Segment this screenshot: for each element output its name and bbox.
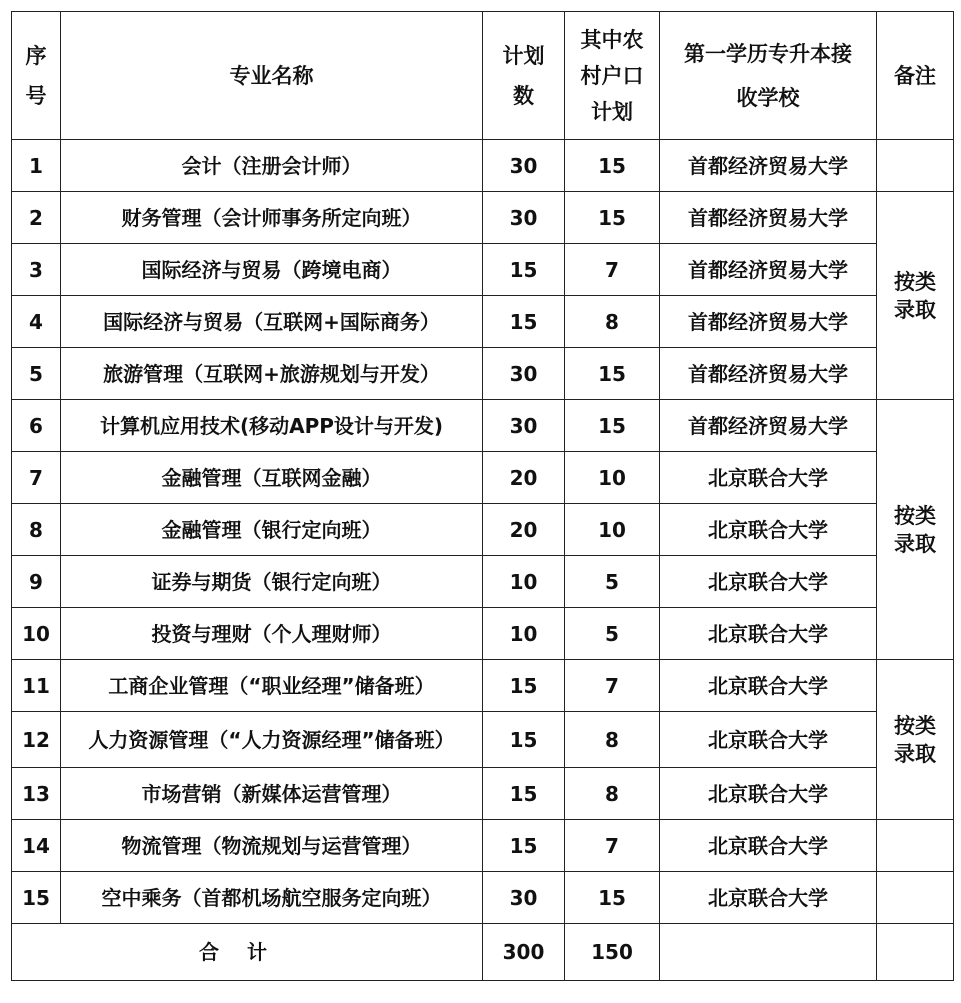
cell-school: 首都经济贸易大学	[660, 140, 877, 192]
cell-seq: 7	[12, 452, 61, 504]
cell-rural: 7	[565, 820, 660, 872]
cell-major: 金融管理（互联网金融）	[61, 452, 483, 504]
table-row	[12, 608, 954, 660]
cell-plan: 30	[483, 400, 565, 452]
cell-major: 工商企业管理（“职业经理”储备班）	[61, 660, 483, 712]
cell-rural: 15	[565, 400, 660, 452]
cell-plan: 10	[483, 556, 565, 608]
cell-remark-merged: 按类录取	[877, 660, 954, 820]
cell-remark	[877, 140, 954, 192]
table-row	[12, 140, 954, 192]
cell-school: 北京联合大学	[660, 872, 877, 924]
table-row	[12, 504, 954, 556]
total-rural: 150	[565, 924, 660, 981]
table-row	[12, 400, 954, 452]
cell-major: 会计（注册会计师）	[61, 140, 483, 192]
total-row	[12, 924, 954, 981]
cell-major: 市场营销（新媒体运营管理）	[61, 768, 483, 820]
cell-plan: 15	[483, 296, 565, 348]
cell-remark	[877, 872, 954, 924]
table-row	[12, 872, 954, 924]
total-plan: 300	[483, 924, 565, 981]
cell-seq: 3	[12, 244, 61, 296]
cell-seq: 13	[12, 768, 61, 820]
table-row	[12, 296, 954, 348]
cell-seq: 12	[12, 712, 61, 768]
cell-school: 首都经济贸易大学	[660, 400, 877, 452]
table-row	[12, 660, 954, 712]
cell-rural: 5	[565, 556, 660, 608]
cell-rural: 15	[565, 192, 660, 244]
header-rural: 其中农村户口计划	[565, 12, 660, 140]
cell-major: 人力资源管理（“人力资源经理”储备班）	[61, 712, 483, 768]
cell-seq: 5	[12, 348, 61, 400]
cell-school: 北京联合大学	[660, 504, 877, 556]
cell-seq: 11	[12, 660, 61, 712]
header-seq: 序号	[12, 12, 61, 140]
cell-rural: 15	[565, 348, 660, 400]
cell-rural: 8	[565, 768, 660, 820]
table-row	[12, 192, 954, 244]
table-row	[12, 556, 954, 608]
cell-school: 北京联合大学	[660, 452, 877, 504]
cell-seq: 4	[12, 296, 61, 348]
table-row	[12, 820, 954, 872]
cell-plan: 20	[483, 452, 565, 504]
cell-plan: 15	[483, 712, 565, 768]
cell-rural: 10	[565, 452, 660, 504]
enrollment-plan-table	[11, 11, 954, 981]
cell-major: 国际经济与贸易（互联网+国际商务）	[61, 296, 483, 348]
table-row	[12, 244, 954, 296]
cell-remark	[877, 820, 954, 872]
cell-seq: 10	[12, 608, 61, 660]
table-row	[12, 348, 954, 400]
cell-school: 首都经济贸易大学	[660, 296, 877, 348]
cell-school: 北京联合大学	[660, 820, 877, 872]
header-plan: 计划数	[483, 12, 565, 140]
cell-plan: 30	[483, 348, 565, 400]
cell-seq: 6	[12, 400, 61, 452]
cell-remark-merged: 按类录取	[877, 192, 954, 400]
cell-plan: 15	[483, 820, 565, 872]
cell-seq: 15	[12, 872, 61, 924]
cell-rural: 8	[565, 296, 660, 348]
total-remark	[877, 924, 954, 981]
cell-seq: 9	[12, 556, 61, 608]
cell-seq: 1	[12, 140, 61, 192]
cell-school: 北京联合大学	[660, 712, 877, 768]
header-school: 第一学历专升本接收学校	[660, 12, 877, 140]
cell-school: 首都经济贸易大学	[660, 244, 877, 296]
table-row	[12, 452, 954, 504]
cell-major: 金融管理（银行定向班）	[61, 504, 483, 556]
cell-rural: 15	[565, 140, 660, 192]
cell-rural: 5	[565, 608, 660, 660]
cell-rural: 10	[565, 504, 660, 556]
cell-rural: 15	[565, 872, 660, 924]
cell-plan: 15	[483, 768, 565, 820]
cell-major: 物流管理（物流规划与运营管理）	[61, 820, 483, 872]
cell-seq: 8	[12, 504, 61, 556]
cell-plan: 10	[483, 608, 565, 660]
cell-school: 首都经济贸易大学	[660, 192, 877, 244]
header-remark: 备注	[877, 12, 954, 140]
cell-plan: 15	[483, 244, 565, 296]
cell-major: 空中乘务（首都机场航空服务定向班）	[61, 872, 483, 924]
total-school	[660, 924, 877, 981]
cell-plan: 15	[483, 660, 565, 712]
cell-school: 北京联合大学	[660, 556, 877, 608]
cell-plan: 30	[483, 192, 565, 244]
cell-rural: 7	[565, 660, 660, 712]
cell-major: 投资与理财（个人理财师）	[61, 608, 483, 660]
cell-major: 旅游管理（互联网+旅游规划与开发）	[61, 348, 483, 400]
header-major: 专业名称	[61, 12, 483, 140]
table-header-row	[12, 12, 954, 140]
cell-plan: 30	[483, 140, 565, 192]
cell-school: 北京联合大学	[660, 608, 877, 660]
cell-plan: 30	[483, 872, 565, 924]
cell-rural: 8	[565, 712, 660, 768]
table-row	[12, 768, 954, 820]
cell-rural: 7	[565, 244, 660, 296]
cell-major: 计算机应用技术(移动APP设计与开发)	[61, 400, 483, 452]
cell-plan: 20	[483, 504, 565, 556]
cell-school: 北京联合大学	[660, 768, 877, 820]
cell-school: 北京联合大学	[660, 660, 877, 712]
cell-major: 证券与期货（银行定向班）	[61, 556, 483, 608]
cell-major: 国际经济与贸易（跨境电商）	[61, 244, 483, 296]
table-row	[12, 712, 954, 768]
cell-seq: 14	[12, 820, 61, 872]
cell-remark-merged: 按类录取	[877, 400, 954, 660]
cell-seq: 2	[12, 192, 61, 244]
total-label: 合计	[12, 924, 483, 981]
cell-major: 财务管理（会计师事务所定向班）	[61, 192, 483, 244]
cell-school: 首都经济贸易大学	[660, 348, 877, 400]
